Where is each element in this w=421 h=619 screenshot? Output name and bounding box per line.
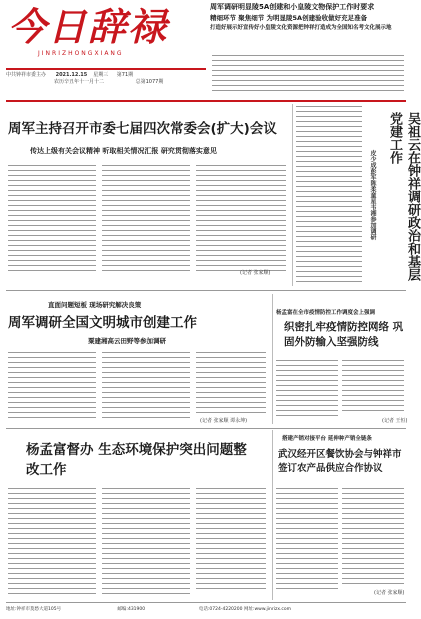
masthead-pinyin: JINRIZHONGXIANG: [38, 50, 124, 57]
masthead-total: 总第1077期: [135, 79, 164, 85]
top-news-body: [212, 55, 404, 95]
lead-byline: (记者 张家顺): [240, 270, 271, 276]
lead-body-col-3: [196, 165, 286, 275]
story3-kicker: 杨孟富在全市疫情防控工作调度会上强调: [276, 310, 376, 316]
story4-body-col-2: [102, 488, 190, 598]
masthead-lunar: 农历辛丑年十一月十二: [54, 79, 105, 85]
masthead-sponsor: 中共钟祥市委主办: [6, 72, 47, 78]
story4-headline: 杨孟富督办 生态环境保护突出问题整改工作: [26, 442, 247, 478]
lead-headline: 周军主持召开市委七届四次常委会(扩大)会议: [8, 121, 277, 137]
lead-body-col-1: [8, 165, 96, 275]
footer-address: 地址:钟祥市莫愁大道105号: [6, 607, 62, 612]
top-news-line-1: 周军调研明显陵5A创建和小皇陵文物保护工作时要求: [210, 3, 375, 11]
story5-body-col-1: [276, 488, 338, 593]
story2-body-col-3: [196, 352, 266, 417]
story5-body-col-2: [342, 488, 404, 588]
masthead-issue: 第71期: [116, 72, 134, 78]
story3-body-col-1: [276, 360, 338, 420]
story5-headline: 武汉经开区餐饮协会与钟祥市签订农产品供应合作协议: [278, 449, 402, 474]
story2-body-col-1: [8, 352, 96, 422]
story5-kicker: 搭建产销对接平台 延伸种产销全链条: [282, 436, 372, 442]
top-news-line-2: 精细环节 聚焦细节 为明显陵5A创建验收做好充足准备: [210, 14, 368, 22]
story2-subheadline: 粟建湘高云田野等参加调研: [88, 337, 166, 345]
masthead-weekday: 星期三: [93, 72, 109, 78]
story3-body-col-2: [342, 360, 404, 415]
story2-kicker: 直面问题短板 现场研究解决良策: [48, 301, 142, 309]
top-news: [210, 2, 406, 52]
right-vertical-subheadline: 皮少成彭军陈柔童星韦湘参加调研: [369, 150, 376, 240]
right-vertical-headline: 吴祖云在钟祥调研政治和基层党建工作: [387, 112, 420, 281]
story3-headline: 织密扎牢疫情防控网络 巩固外防输入坚强防线: [284, 321, 404, 348]
story2-byline: (记者 张家顺 谭永坤): [200, 418, 248, 424]
lead-body-col-2: [102, 165, 190, 275]
footer-contact: 电话:0724-4220200 网址:www.jinrizx.com: [198, 607, 292, 612]
masthead-info: [6, 72, 206, 90]
top-news-line-3: 打造好展示好宣传好小皇陵文化资源把钟祥打造成为全国知名考文化展示地: [210, 25, 392, 31]
story2-headline: 周军调研全国文明城市创建工作: [8, 315, 197, 331]
middle-col-body: [296, 106, 362, 286]
story2-body-col-2: [102, 352, 190, 422]
story4-body-col-1: [8, 488, 96, 598]
masthead: [8, 4, 198, 66]
story3-byline: (记者 王恒): [382, 418, 408, 424]
masthead-title: 今日辞禄: [8, 4, 169, 49]
lead-subheadline: 传达上级有关会议精神 听取相关情况汇报 研究贯彻落实意见: [30, 147, 217, 155]
footer: [6, 606, 406, 613]
masthead-date: 2021.12.15: [55, 72, 88, 78]
footer-postcode: 邮编:431900: [117, 607, 146, 612]
story4-body-col-3: [196, 488, 266, 593]
story5-byline: (记者 张家顺): [374, 590, 405, 596]
